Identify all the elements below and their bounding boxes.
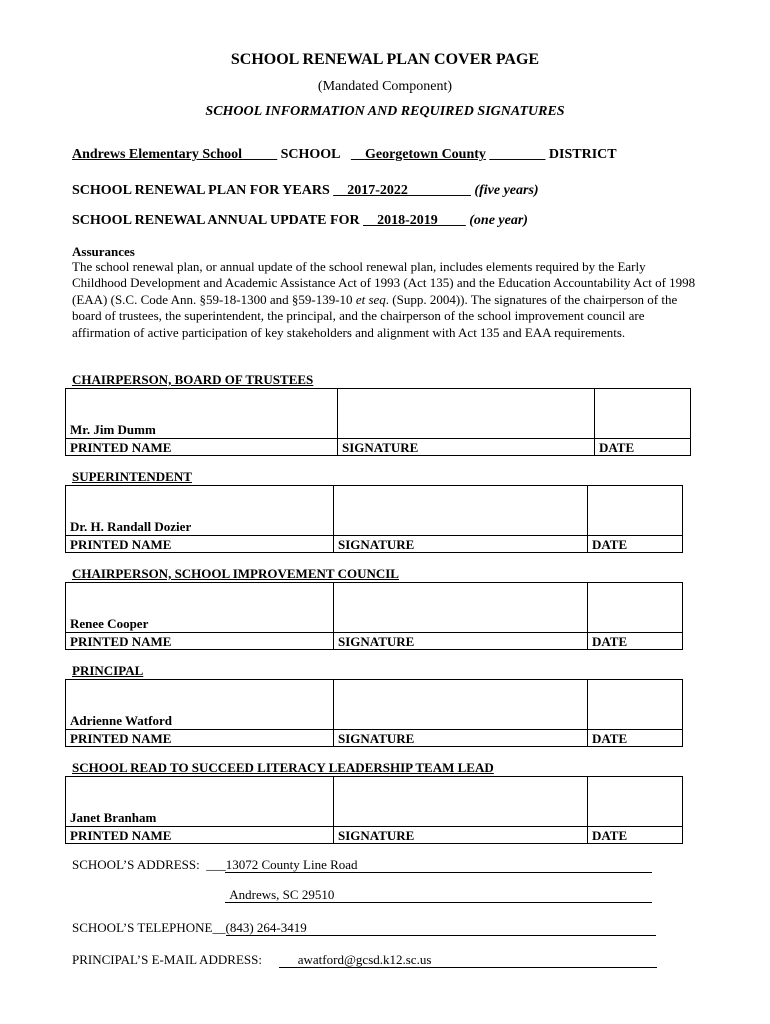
date-label: DATE [588,730,683,747]
email-line [72,952,431,968]
printed-name-label: PRINTED NAME [66,633,334,650]
printed-name-label: PRINTED NAME [66,827,334,844]
signature-field[interactable] [338,389,595,439]
plan-years-line: SCHOOL RENEWAL PLAN FOR YEARS __2017-2022_________ (five years) [72,183,539,198]
printed-name-value: Dr. H. Randall Dozier [66,486,334,536]
date-field[interactable] [588,486,683,536]
school-name: Andrews Elementary School [72,147,243,162]
annual-update-line: SCHOOL RENEWAL ANNUAL UPDATE FOR __2018-2019____ (one year) [72,213,528,228]
signature-label: SIGNATURE [334,633,588,650]
role-label-principal: PRINCIPAL [72,663,144,678]
address-label: SCHOOL’S ADDRESS: [72,857,200,872]
signature-field[interactable] [334,680,588,730]
date-label: DATE [588,536,683,553]
email-label: PRINCIPAL’S E-MAIL ADDRESS: [72,952,262,967]
date-label: DATE [588,633,683,650]
telephone-label: SCHOOL’S TELEPHONE [72,920,213,935]
printed-name-value: Mr. Jim Dumm [66,389,338,439]
address-underline-2 [225,902,652,903]
plan-years-note: (five years) [474,183,539,198]
printed-name-label: PRINTED NAME [66,439,338,456]
printed-name-value: Adrienne Watford [66,680,334,730]
address-street: 13072 County Line Road [225,857,358,872]
signature-field[interactable] [334,486,588,536]
telephone-line: SCHOOL’S TELEPHONE__(843) 264-3419 [72,920,307,935]
date-label: DATE [595,439,691,456]
assurances-text: The school renewal plan, or annual update of the school renewal plan, includes elements required by the Early Childhood Development and Academic Assistance Act of 1993 (Act 135) and the Education Accountability Act of 1998 (EAA) (S.C. Code Ann. §59-18-1300 and §59-139-10 et seq. (Supp. 2004)). The signatures of the chairperson of the board of trustees, the superintendent, the principal, and the chairperson of the school improvement council are affirmation of active participation of key stakeholders and alignment with Act 135 and EAA requirements. [72,259,696,340]
district-label: DISTRICT [548,147,617,162]
address-line-1: SCHOOL’S ADDRESS: ___13072 County Line Road [72,857,358,872]
role-label-sic-chair: CHAIRPERSON, SCHOOL IMPROVEMENT COUNCIL [72,566,399,581]
signature-label: SIGNATURE [334,827,588,844]
district-name: Georgetown County [364,147,486,162]
printed-name-value: Renee Cooper [66,583,334,633]
signature-label: SIGNATURE [334,730,588,747]
telephone-value: (843) 264-3419 [225,920,307,935]
role-label-superintendent: SUPERINTENDENT [72,469,192,484]
role-label-literacy-lead: SCHOOL READ TO SUCCEED LITERACY LEADERSHIP TEAM LEAD [72,760,494,775]
printed-name-label: PRINTED NAME [66,536,334,553]
date-field[interactable] [595,389,691,439]
signature-label: SIGNATURE [338,439,595,456]
signature-table-sic-chair [65,582,683,650]
printed-name-label: PRINTED NAME [66,730,334,747]
annual-update-note: (one year) [469,213,528,228]
page-subtitle: (Mandated Component) [317,79,453,94]
annual-update-value: 2018-2019 [377,213,438,228]
plan-years-label: SCHOOL RENEWAL PLAN FOR YEARS [72,183,330,198]
section-heading: SCHOOL INFORMATION AND REQUIRED SIGNATURES [205,104,565,119]
printed-name-value: Janet Branham [66,777,334,827]
plan-years-value: 2017-2022 [347,183,408,198]
school-district-line: Andrews Elementary School_____ SCHOOL __Georgetown County ________ DISTRICT [72,147,617,162]
signature-field[interactable] [334,777,588,827]
role-label-board-chair: CHAIRPERSON, BOARD OF TRUSTEES [72,372,314,387]
date-field[interactable] [588,680,683,730]
page-title: SCHOOL RENEWAL PLAN COVER PAGE [230,51,540,68]
address-city-state: Andrews, SC 29510 [229,887,335,902]
date-field[interactable] [588,777,683,827]
signature-table-literacy-lead [65,776,683,844]
annual-update-label: SCHOOL RENEWAL ANNUAL UPDATE FOR [72,213,360,228]
date-field[interactable] [588,583,683,633]
signature-label: SIGNATURE [334,536,588,553]
email-underline [279,967,657,968]
signature-field[interactable] [334,583,588,633]
signature-table-superintendent [65,485,683,553]
assurances-title: Assurances [72,244,135,259]
address-underline-1 [225,872,652,873]
telephone-underline [226,935,656,936]
date-label: DATE [588,827,683,844]
signature-table-board-chair [65,388,691,456]
email-value: awatford@gcsd.k12.sc.us [297,952,432,967]
signature-table-principal [65,679,683,747]
address-line-2 [226,887,334,903]
school-label: SCHOOL [280,147,341,162]
